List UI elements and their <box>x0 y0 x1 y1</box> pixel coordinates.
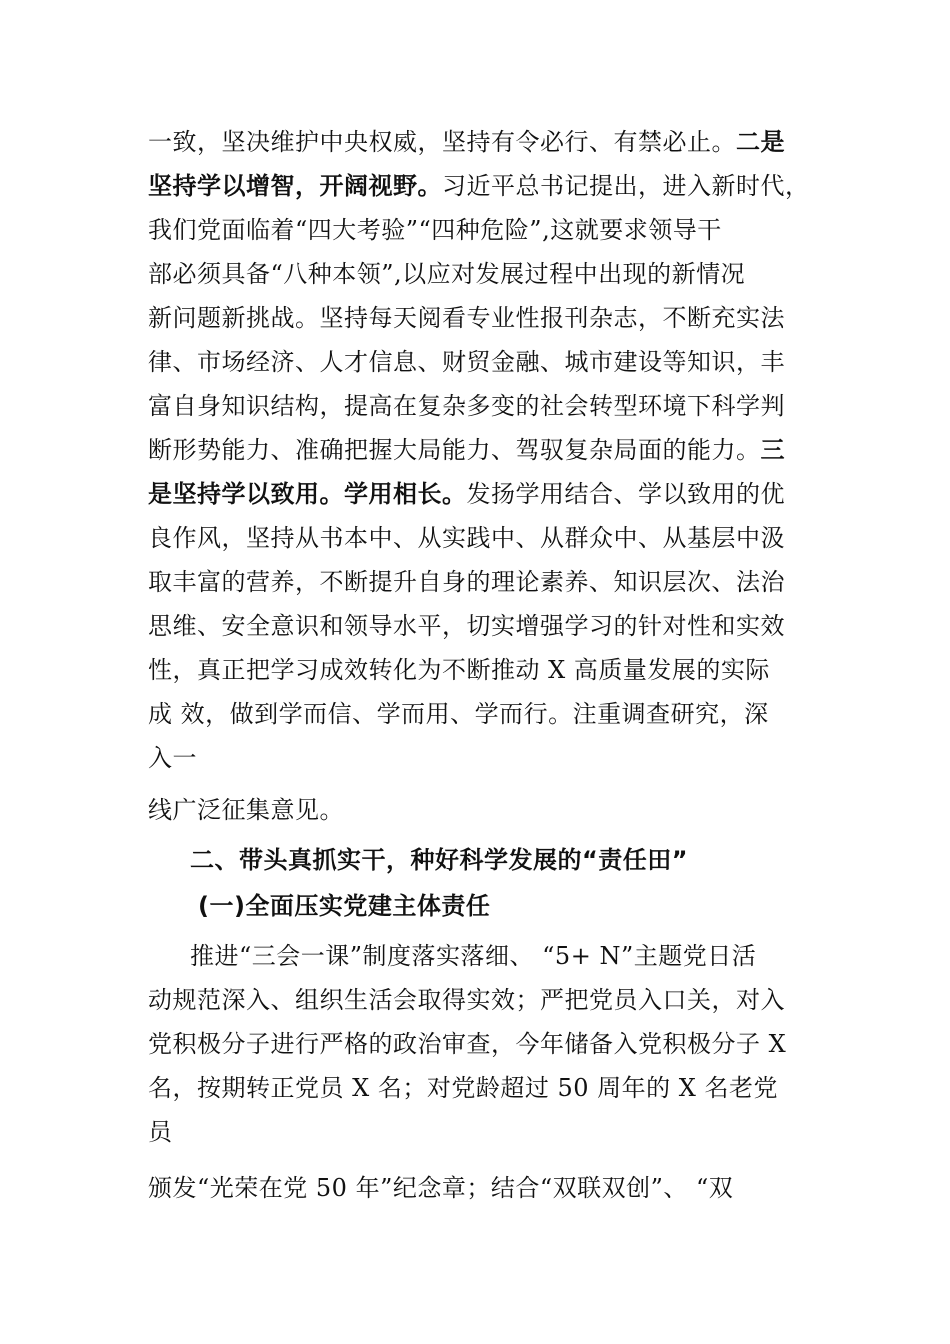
text-run: 良作风，坚持从书本中、从实践中、从群众中、从基层中汲 <box>148 524 785 552</box>
paragraph-1-line-1 <box>148 126 808 158</box>
text-run: 推进“三会一课”制度落实落细、 “5+ N”主题党日活 <box>190 942 757 970</box>
text-run: 断形势能力、准确把握大局能力、驾驭复杂局面的能力。 <box>148 436 761 464</box>
text-run: 入一 <box>148 744 197 772</box>
text-run: 线广泛征集意见。 <box>148 796 344 824</box>
bold-text-run: 坚持学以增智，开阔视野。 <box>148 171 442 200</box>
paragraph-1-line-2 <box>148 170 808 202</box>
text-run: 习近平总书记提出，进入新时代， <box>442 172 810 200</box>
paragraph-1-line-3 <box>148 214 808 246</box>
paragraph-1-line-13 <box>148 654 808 686</box>
bold-text-run: 二是 <box>736 127 785 156</box>
text-run: 名，按期转正党员 X 名；对党龄超过 50 周年的 X 名老党 <box>148 1074 778 1102</box>
paragraph-2-line-5 <box>148 1116 808 1148</box>
paragraph-1-line-7 <box>148 390 808 422</box>
text-run: 律、市场经济、人才信息、财贸金融、城市建设等知识，丰 <box>148 348 785 376</box>
text-run: 成 效，做到学而信、学而用、学而行。注重调查研究，深 <box>148 700 769 728</box>
bold-text-run: 三 <box>760 435 785 464</box>
paragraph-1-line-9 <box>148 478 808 510</box>
text-run: 性，真正把学习成效转化为不断推动 X 高质量发展的实际 <box>148 656 770 684</box>
text-run: 动规范深入、组织生活会取得实效；严把党员入口关，对入 <box>148 986 785 1014</box>
text-run: 新问题新挑战。坚持每天阅看专业性报刊杂志，不断充实法 <box>148 304 785 332</box>
paragraph-2-line-6 <box>148 1172 808 1204</box>
paragraph-1-line-10 <box>148 522 808 554</box>
text-run: 思维、安全意识和领导水平，切实增强学习的针对性和实效 <box>148 612 785 640</box>
text-run: 取丰富的营养，不断提升自身的理论素养、知识层次、法治 <box>148 568 785 596</box>
paragraph-1-line-14 <box>148 698 808 730</box>
bold-text-run: 是坚持学以致用。学用相长。 <box>148 479 467 508</box>
paragraph-1-line-16 <box>148 794 808 826</box>
paragraph-2-line-2 <box>148 984 808 1016</box>
text-run: 颁发“光荣在党 50 年”纪念章；结合“双联双创”、 “双 <box>148 1174 734 1202</box>
sub-heading: (一)全面压实党建主体责任 <box>198 892 491 920</box>
paragraph-1-line-5 <box>148 302 808 334</box>
text-run: 我们党面临着“四大考验”“四种危险”,这就要求领导干 <box>148 216 722 244</box>
text-run: 一致，坚决维护中央权威，坚持有令必行、有禁必止。 <box>148 128 736 156</box>
text-run: 富自身知识结构，提高在复杂多变的社会转型环境下科学判 <box>148 392 785 420</box>
paragraph-1-line-11 <box>148 566 808 598</box>
paragraph-1-line-8 <box>148 434 808 466</box>
text-run: 发扬学用结合、学以致用的优 <box>466 480 785 508</box>
paragraph-1-line-6 <box>148 346 808 378</box>
text-run: 部必须具备“八种本领”,以应对发展过程中出现的新情况 <box>148 260 746 288</box>
paragraph-2-line-4 <box>148 1072 808 1104</box>
paragraph-1-line-15 <box>148 742 808 774</box>
paragraph-2-line-3 <box>148 1028 808 1060</box>
paragraph-1-line-12 <box>148 610 808 642</box>
text-run: 员 <box>148 1118 173 1146</box>
paragraph-2-line-1 <box>190 940 850 972</box>
section-heading: 二、带头真抓实干，种好科学发展的“责任田” <box>190 846 689 874</box>
text-run: 党积极分子进行严格的政治审查，今年储备入党积极分子 X <box>148 1030 787 1058</box>
paragraph-1-line-4 <box>148 258 808 290</box>
